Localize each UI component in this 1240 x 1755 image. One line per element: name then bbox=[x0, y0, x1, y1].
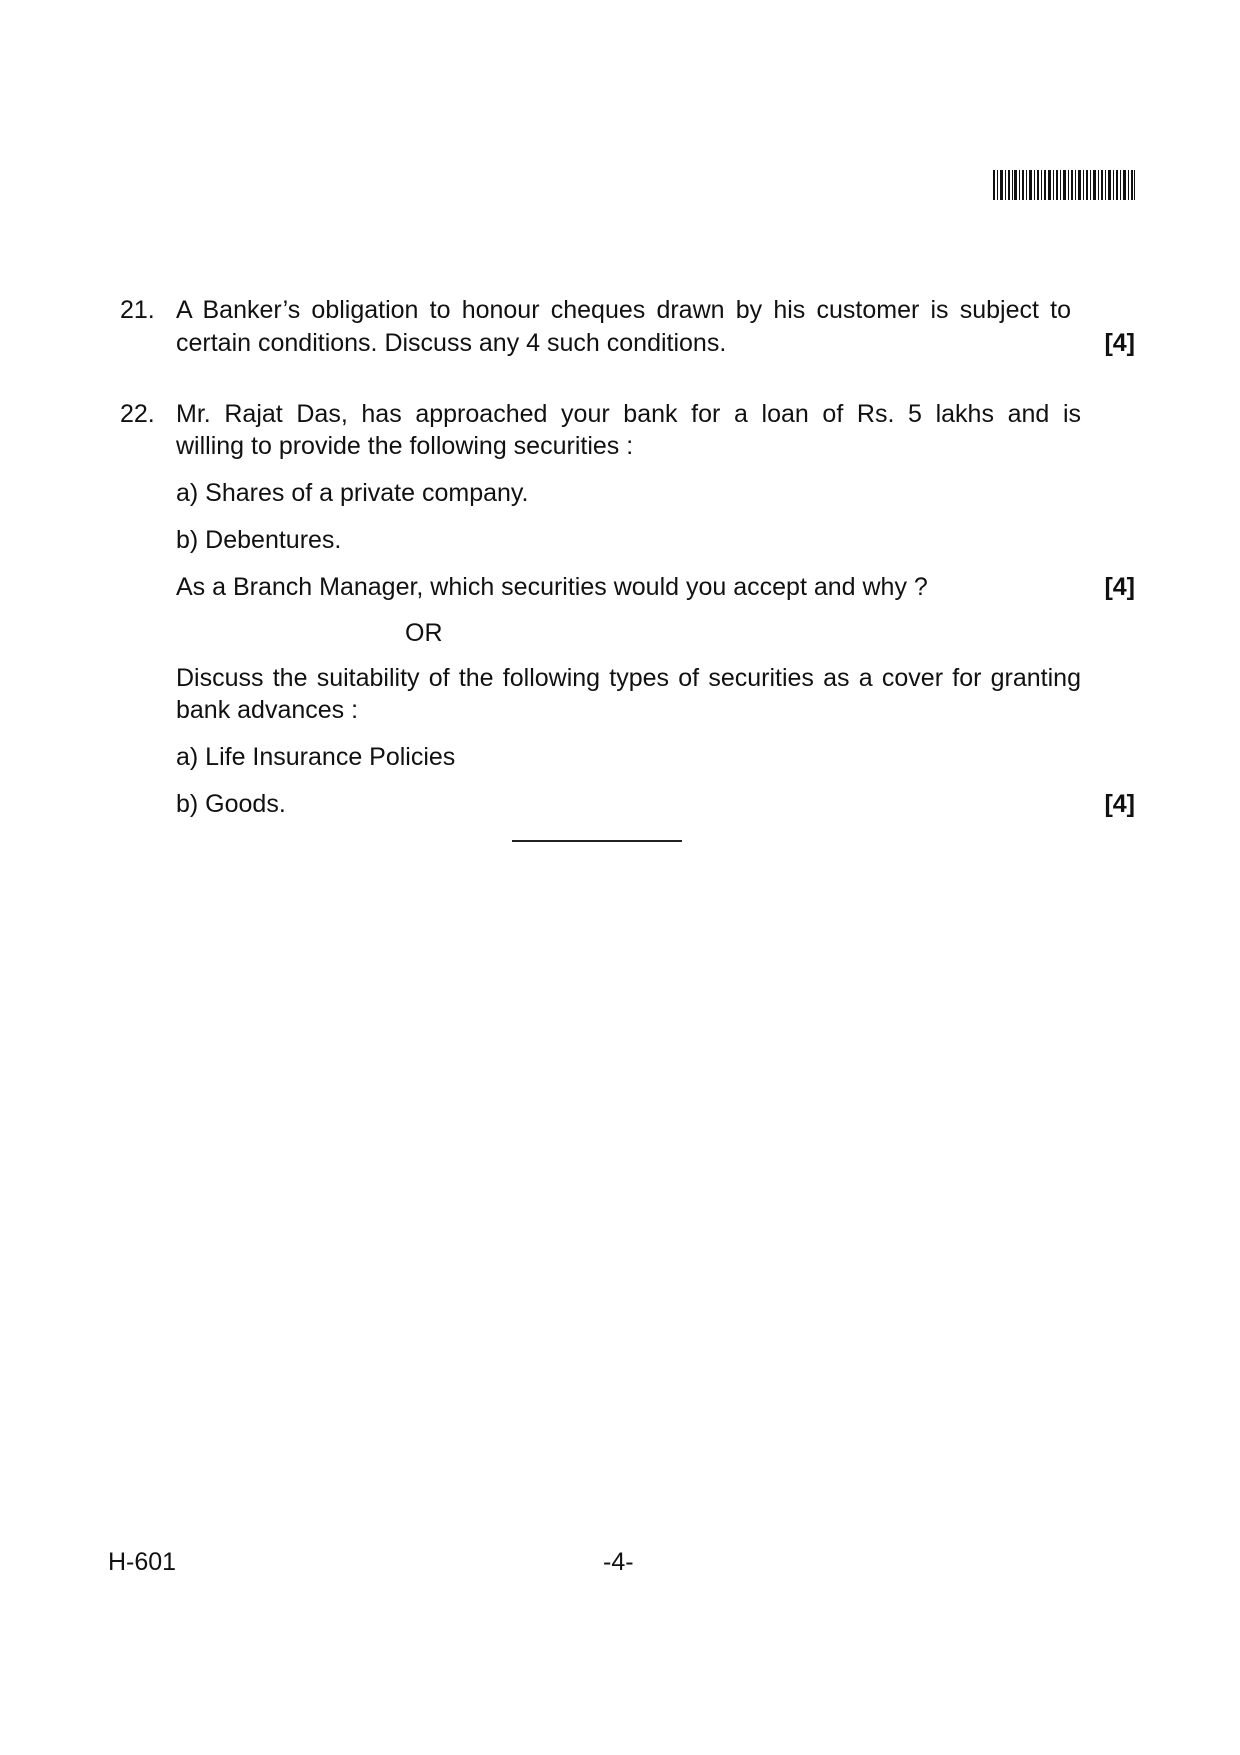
q22-question: As a Branch Manager, which securities would you accept and why ? bbox=[176, 573, 928, 601]
q22-text-line2: willing to provide the following securities : bbox=[176, 432, 634, 460]
q21-number: 21. bbox=[120, 296, 155, 324]
end-rule bbox=[512, 840, 682, 842]
barcode bbox=[993, 170, 1135, 200]
q22-text-line1: Mr. Rajat Das, has approached your bank for a loan of Rs. 5 lakhs and is bbox=[176, 400, 1081, 428]
q21-text-line1: A Banker’s obligation to honour cheques drawn by his customer is subject to bbox=[176, 296, 1071, 324]
q22-alt-option-a: a) Life Insurance Policies bbox=[176, 743, 456, 771]
q22-marks-2: [4] bbox=[1104, 790, 1135, 818]
page-number: -4- bbox=[603, 1548, 634, 1576]
q22-alt-option-b: b) Goods. bbox=[176, 790, 286, 818]
footer-code: H-601 bbox=[108, 1548, 177, 1576]
q22-option-b: b) Debentures. bbox=[176, 526, 342, 554]
q22-alt-text-line2: bank advances : bbox=[176, 696, 359, 724]
q22-marks-1: [4] bbox=[1104, 573, 1135, 601]
q22-or-separator: OR bbox=[405, 619, 443, 647]
q21-marks: [4] bbox=[1104, 329, 1135, 357]
q21-text-line2: certain conditions. Discuss any 4 such conditions. bbox=[176, 329, 727, 357]
q22-number: 22. bbox=[120, 400, 155, 428]
q22-option-a: a) Shares of a private company. bbox=[176, 479, 529, 507]
q22-alt-text-line1: Discuss the suitability of the following types of securities as a cover for granting bbox=[176, 664, 1081, 692]
